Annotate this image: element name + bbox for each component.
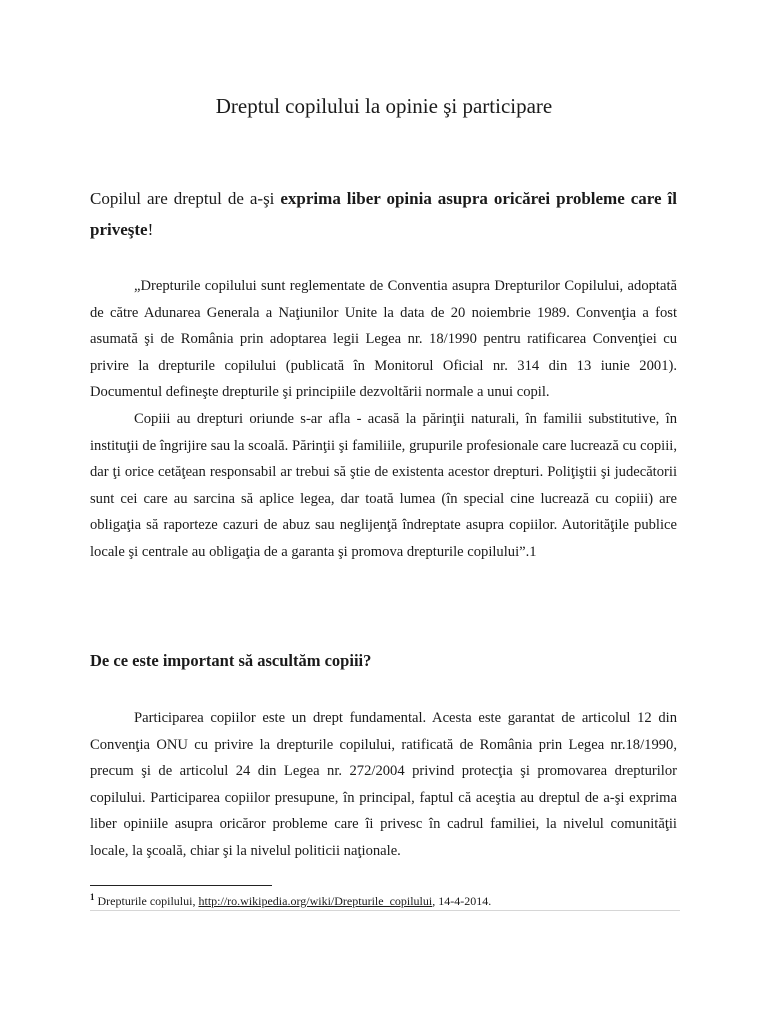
footnote: [90, 892, 491, 910]
paragraph: Participarea copiilor este un drept fundamental. Acesta este garantat de articolul 12 din Convenţia ONU cu privire la drepturile copilului, ratificată de România prin Legea nr.18/1990, precum şi de articolul 24 din Legea nr. 272/2004 privind protecţia şi promovarea drepturilor copilului. Participarea copiilor presupune, în principal, faptul că aceştia au dreptul de a-şi exprima liber opiniile asupra oricăror probleme care îi privesc în cadrul familiei, la nivelul comunităţii locale, la şcoală, chiar şi la nivelul politicii naţionale.: [90, 710, 677, 859]
section-1-body: [90, 273, 677, 566]
footnote-text-after: , 14-4-2014.: [432, 894, 492, 908]
lead-text-normal: Copilul are dreptul de a-şi: [90, 189, 281, 208]
footnote-link[interactable]: http://ro.wikipedia.org/wiki/Drepturile_copilului: [198, 894, 433, 908]
page-bottom-divider: [90, 910, 680, 911]
footnote-separator: [90, 885, 272, 886]
paragraph: „Drepturile copilului sunt reglementate de Conventia asupra Drepturilor Copilului, adoptată de către Adunarea Generala a Naţiunilor Unite la data de 20 noiembrie 1989. Convenţia a fost asumată şi de România prin adoptarea legii Legea nr. 18/1990 pentru ratificarea Convenţiei cu privire la drepturile copilului (publicată în Monitorul Oficial nr. 314 din 13 iunie 2001). Documentul defineşte drepturile şi principiile dezvoltării normale a unui copil.: [90, 278, 677, 401]
paragraph: Copiii au drepturi oriunde s-ar afla - acasă la părinţii naturali, în familii substitutive, în instituţii de îngrijire sau la scoală. Părinţii şi familiile, grupurile profesionale care lucrează cu copiii, dar ţi orice cetăţean responsabil ar trebui să ştie de existenta acestor drepturi. Poliţiştii şi judecătorii sunt cei care au sarcina să aplice legea, dar toată lumea (în special cine lucrează cu copiii) are obligaţia să raporteze cazuri de abuz sau neglijenţă îndreptate asupra copiilor. Autorităţile publice locale şi centrale au obligaţia de a garanta şi promova drepturile copilului”.1: [90, 410, 677, 560]
section-2-heading: De ce este important să ascultăm copiii?: [90, 651, 372, 670]
lead-statement: [90, 183, 677, 245]
footnote-text-before: Drepturile copilului,: [94, 894, 199, 908]
lead-text-bold: exprima liber opinia asupra oricărei probleme care îl priveşte: [90, 189, 677, 239]
footnote-mark: 1: [90, 892, 95, 902]
document-title: Dreptul copilului la opinie şi participare: [215, 94, 553, 118]
section-2-body: [90, 705, 677, 865]
lead-text-end: !: [147, 220, 154, 239]
